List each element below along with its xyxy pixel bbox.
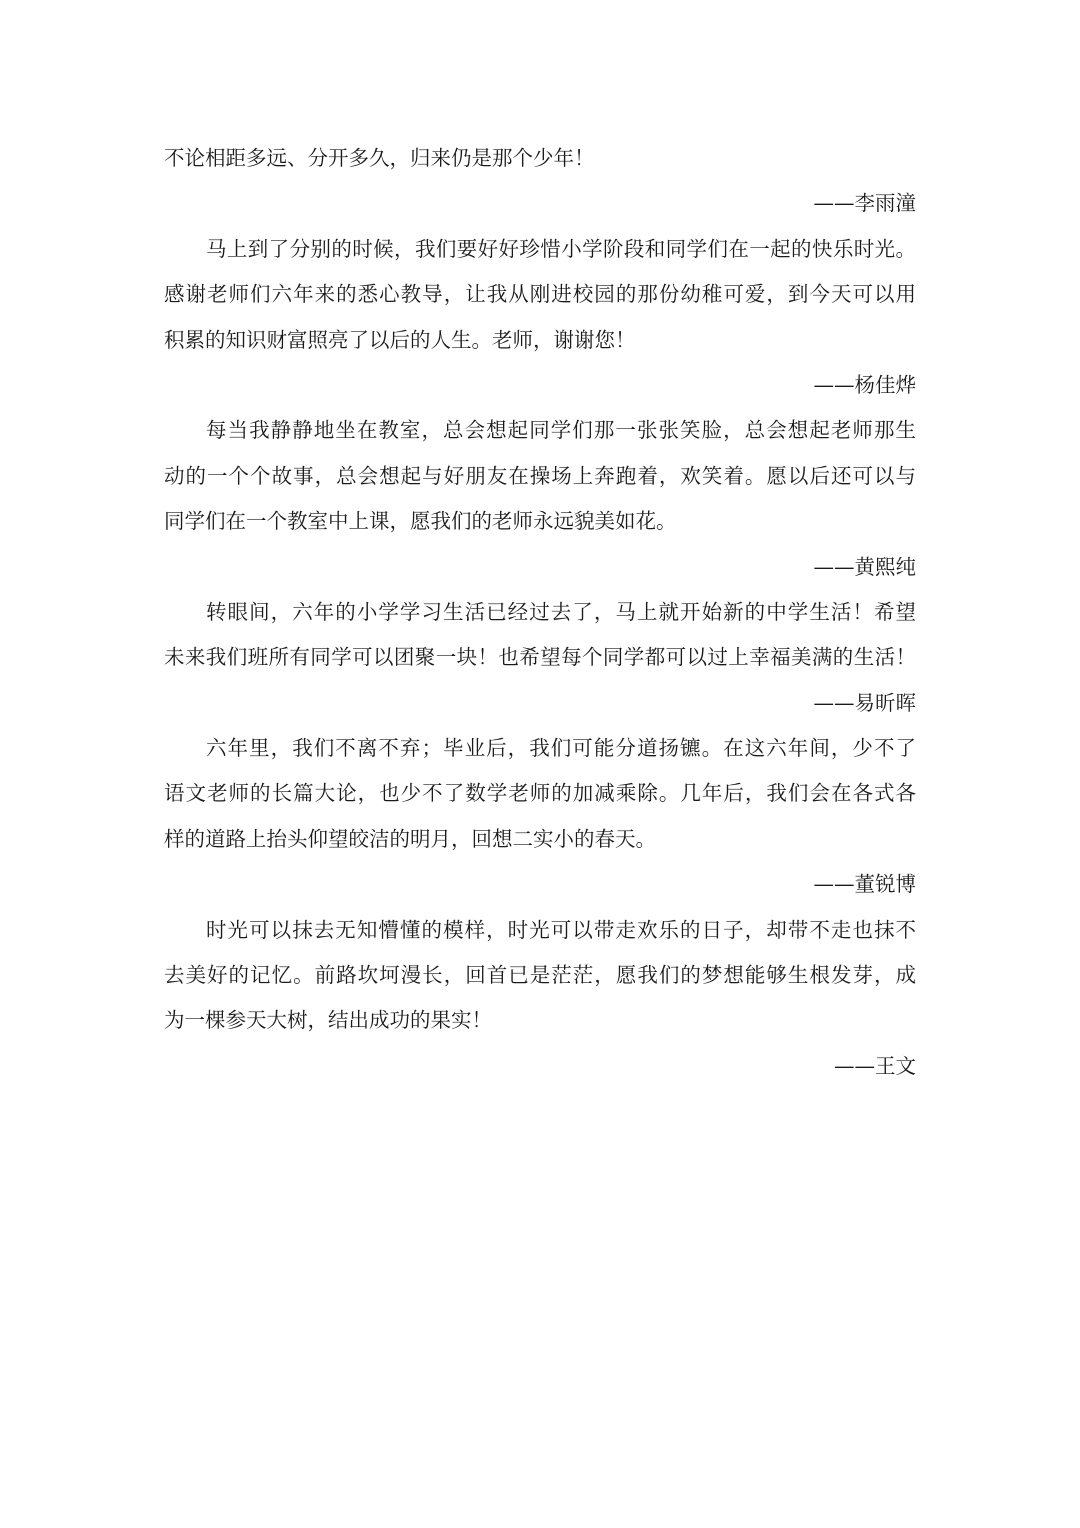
paragraph-line: 时光可以抹去无知懵懂的模样，时光可以带走欢乐的日子，却带不走也抹不	[206, 917, 918, 942]
author-signature: ——李雨潼	[813, 191, 916, 216]
message-column	[164, 136, 916, 1089]
paragraph-line: 去美好的记忆。前路坎坷漫长，回首已是茫茫，愿我们的梦想能够生根发芽，成	[164, 963, 918, 988]
paragraph-line: 语文老师的长篇大论，也少不了数学老师的加减乘除。几年后，我们会在各式各	[164, 781, 918, 806]
author-signature: ——黄熙纯	[813, 554, 916, 579]
message-entry	[164, 590, 916, 726]
paragraph-line: 转眼间，六年的小学学习生活已经过去了，马上就开始新的中学生活！希望	[206, 599, 918, 624]
paragraph-line: 不论相距多远、分开多久，归来仍是那个少年！	[164, 146, 595, 170]
message-entry	[164, 908, 916, 1090]
author-signature: ——杨佳烨	[813, 372, 916, 397]
paragraph-line: 为一棵参天大树，结出成功的果实！	[164, 1008, 492, 1033]
paragraph-line: 六年里，我们不离不弃；毕业后，我们可能分道扬镳。在这六年间，少不了	[206, 736, 918, 761]
author-signature: ——易昕晖	[813, 690, 916, 715]
paragraph-line: 马上到了分别的时候，我们要好好珍惜小学阶段和同学们在一起的快乐时光。	[206, 236, 917, 261]
paragraph-line: 积累的知识财富照亮了以后的人生。老师，谢谢您！	[164, 327, 636, 352]
message-entry	[164, 408, 916, 590]
message-entry	[164, 726, 916, 908]
message-entry	[164, 227, 916, 409]
author-signature: ——董锐博	[813, 872, 916, 897]
paragraph-line: 感谢老师们六年来的悉心教导，让我从刚进校园的那份幼稚可爱，到今天可以用	[164, 282, 918, 307]
paragraph-line: 动的一个个故事，总会想起与好朋友在操场上奔跑着，欢笑着。愿以后还可以与	[164, 463, 918, 488]
message-entry	[164, 136, 916, 227]
paragraph-line: 未来我们班所有同学可以团聚一块！也希望每个同学都可以过上幸福美满的生活！	[164, 645, 917, 670]
author-signature: ——王文	[834, 1053, 916, 1078]
paragraph-line: 同学们在一个教室中上课，愿我们的老师永远貌美如花。	[164, 509, 677, 534]
paragraph-line: 每当我静静地坐在教室，总会想起同学们那一张张笑脸，总会想起老师那生	[206, 418, 918, 443]
paragraph-line: 样的道路上抬头仰望皎洁的明月，回想二实小的春天。	[164, 826, 656, 851]
